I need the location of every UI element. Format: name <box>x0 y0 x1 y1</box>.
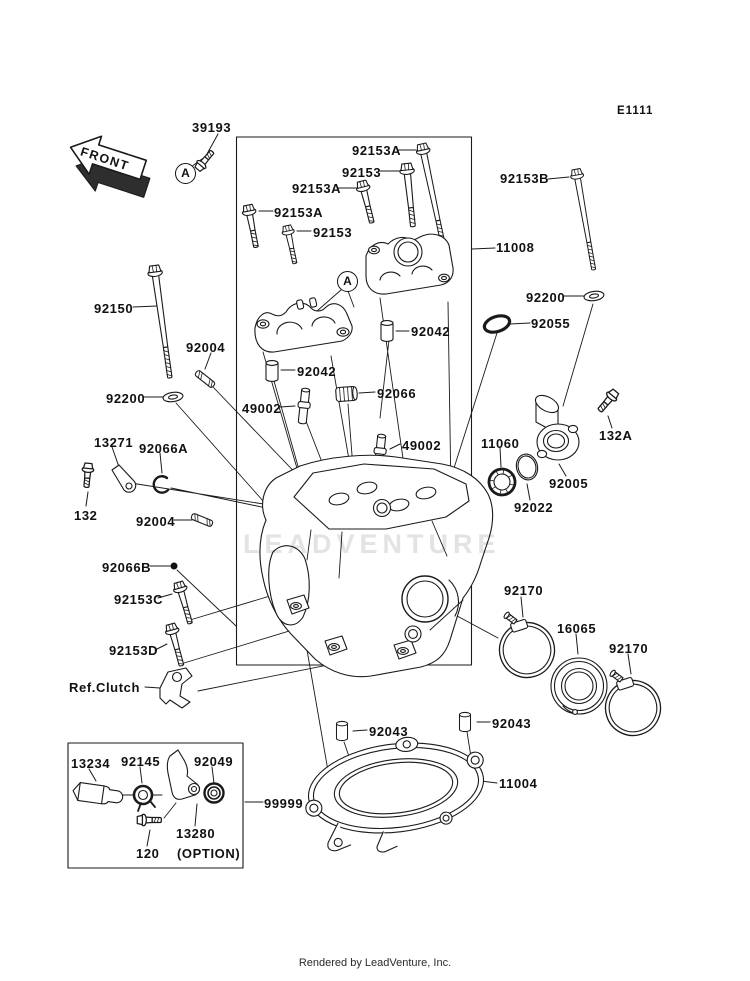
part-screw-39193 <box>193 148 216 173</box>
option-box <box>68 743 243 868</box>
part-label-92153B: 92153B <box>500 171 550 186</box>
part-cam-holder-front <box>255 297 352 352</box>
front-arrow-label: FRONT <box>78 144 132 174</box>
part-lever-13280 <box>167 750 199 799</box>
part-label-11008: 11008 <box>496 240 535 255</box>
diagram-code: E1111 <box>617 105 654 117</box>
front-arrow <box>60 128 158 206</box>
part-fitting-92005 <box>533 392 579 460</box>
part-label-92043-2: 92043 <box>492 716 532 731</box>
part-label-92200-1: 92200 <box>526 290 566 305</box>
part-bolt-92153d <box>164 622 188 667</box>
part-label-92066: 92066 <box>377 386 417 401</box>
footer-credit: Rendered by LeadVenture, Inc. <box>298 957 452 969</box>
part-stud-92004-1 <box>194 370 215 389</box>
part-bolt-92153b <box>570 168 601 271</box>
part-label-92066A: 92066A <box>139 441 189 456</box>
part-oring-92055 <box>482 313 511 335</box>
part-label-92153A-1: 92153A <box>352 143 402 158</box>
part-shaft-13234 <box>72 782 124 807</box>
part-ring-92066a <box>154 476 168 492</box>
part-label-120: 120 <box>136 846 160 861</box>
part-cam-holder-rear <box>366 234 453 294</box>
part-pin-92042-2 <box>381 321 393 342</box>
part-clamp-92170-1 <box>488 601 562 685</box>
part-label-92004-2: 92004 <box>136 514 176 529</box>
part-label-132: 132 <box>74 508 98 523</box>
part-screw-132 <box>81 463 95 488</box>
part-label-92153-1: 92153 <box>342 165 382 180</box>
part-label-92066B: 92066B <box>102 560 152 575</box>
part-label-132A: 132A <box>599 428 633 443</box>
part-label-16065: 16065 <box>557 621 597 636</box>
part-label-92153D: 92153D <box>109 643 159 658</box>
part-seal-92049 <box>205 784 224 803</box>
part-label-49002-2: 49002 <box>402 438 442 453</box>
part-label-13234: 13234 <box>71 756 111 771</box>
part-holder-16065 <box>551 658 607 714</box>
part-label-92049: 92049 <box>194 754 234 769</box>
part-label-ref-clutch: Ref.Clutch <box>69 680 140 695</box>
part-stud-92004-2 <box>191 513 214 527</box>
option-parts <box>72 750 224 826</box>
part-cylinder-head <box>260 455 493 676</box>
part-gasket-11004 <box>299 728 493 860</box>
part-label-92145: 92145 <box>121 754 161 769</box>
part-label-option: (OPTION) <box>177 846 241 861</box>
part-guide-49002-1 <box>296 388 312 425</box>
part-bolt-92153-1 <box>399 163 420 228</box>
detail-marker-a-1: A <box>175 163 196 184</box>
part-label-92150: 92150 <box>94 301 134 316</box>
part-label-11060: 11060 <box>481 436 520 451</box>
part-label-92200-2: 92200 <box>106 391 146 406</box>
part-label-92043-1: 92043 <box>369 724 409 739</box>
part-label-92005: 92005 <box>549 476 589 491</box>
part-label-92153A-3: 92153A <box>274 205 324 220</box>
part-label-92022: 92022 <box>514 500 554 515</box>
part-label-92170-2: 92170 <box>609 641 649 656</box>
part-label-92042-2: 92042 <box>411 324 451 339</box>
part-plug-92066b <box>171 563 178 570</box>
part-ring-92022 <box>514 452 541 482</box>
part-label-92170-1: 92170 <box>504 583 544 598</box>
part-label-11004: 11004 <box>499 776 538 791</box>
part-bracket-ref-clutch <box>160 668 192 708</box>
part-bolt-92153a-2 <box>355 180 379 225</box>
part-label-39193: 39193 <box>192 120 232 135</box>
part-bolt-120 <box>137 814 161 826</box>
part-label-92055: 92055 <box>531 316 571 331</box>
part-label-92004-1: 92004 <box>186 340 226 355</box>
part-label-13280: 13280 <box>176 826 216 841</box>
watermark: LEADVENTURE <box>243 529 501 559</box>
part-screw-132a <box>595 388 620 415</box>
part-label-99999: 99999 <box>264 796 304 811</box>
part-pin-92042-1 <box>266 361 278 382</box>
detail-marker-a-2: A <box>337 271 358 292</box>
part-washer-92200-2 <box>162 391 183 403</box>
part-lever-13271 <box>112 465 136 492</box>
part-bolt-92150 <box>147 265 177 379</box>
part-label-13271: 13271 <box>94 435 134 450</box>
part-label-92042-1: 92042 <box>297 364 337 379</box>
part-label-49002-1: 49002 <box>242 401 282 416</box>
part-pin-92043-1 <box>336 721 347 740</box>
part-label-92153-2: 92153 <box>313 225 353 240</box>
part-plug-92066 <box>336 386 358 401</box>
part-seal-11060 <box>487 467 517 497</box>
part-washer-92200-1 <box>583 290 604 302</box>
part-label-92153A-2: 92153A <box>292 181 342 196</box>
part-pin-92043-2 <box>459 712 470 731</box>
part-spring-92145 <box>134 786 155 811</box>
part-label-92153C: 92153C <box>114 592 164 607</box>
